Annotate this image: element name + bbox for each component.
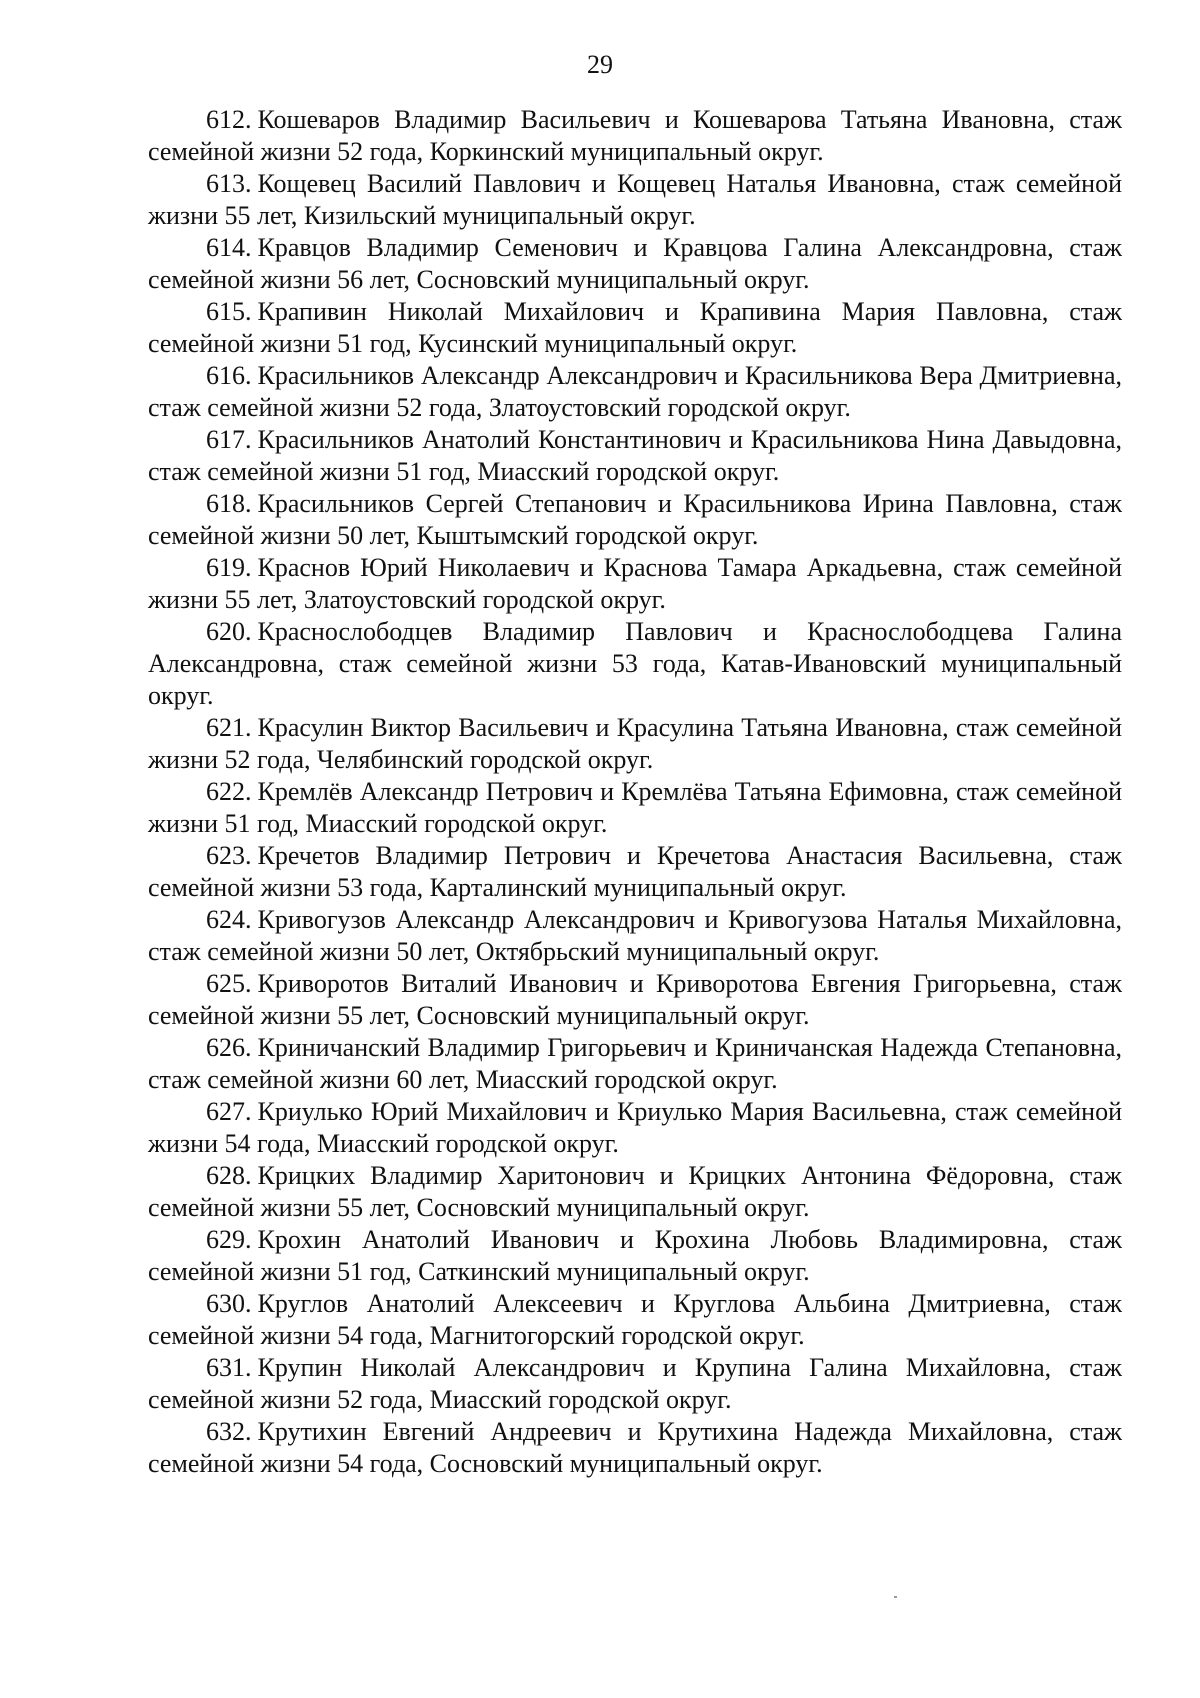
entry-number: 614. — [206, 233, 252, 262]
list-item — [148, 840, 1122, 904]
entry-text: Красулин Виктор Васильевич и Красулина Татьяна Ивановна, стаж семейной жизни 52 года, Челябинский городской округ. — [148, 713, 1122, 774]
list-item — [148, 488, 1122, 552]
entry-text: Крутихин Евгений Андреевич и Крутихина Надежда Михайловна, стаж семейной жизни 54 года, Сосновский муниципальный округ. — [148, 1417, 1122, 1478]
entry-number: 623. — [206, 841, 252, 870]
list-item — [148, 360, 1122, 424]
entry-number: 628. — [206, 1161, 252, 1190]
entry-text: Краснослободцев Владимир Павлович и Краснослободцева Галина Александровна, стаж семейной жизни 53 года, Катав-Ивановский муниципальный округ. — [148, 617, 1122, 710]
entry-number: 619. — [206, 553, 252, 582]
list-item — [148, 1160, 1122, 1224]
entry-number: 629. — [206, 1225, 252, 1254]
entry-text: Краснов Юрий Николаевич и Краснова Тамара Аркадьевна, стаж семейной жизни 55 лет, Златоустовский городской округ. — [148, 553, 1122, 614]
list-item — [148, 104, 1122, 168]
entry-number: 621. — [206, 713, 252, 742]
entry-number: 616. — [206, 361, 252, 390]
entry-number: 612. — [206, 105, 252, 134]
list-item — [148, 776, 1122, 840]
entry-text: Красильников Сергей Степанович и Красильникова Ирина Павловна, стаж семейной жизни 50 лет, Кыштымский городской округ. — [148, 489, 1122, 550]
list-item — [148, 168, 1122, 232]
entry-number: 615. — [206, 297, 252, 326]
list-item — [148, 232, 1122, 296]
entry-number: 624. — [206, 905, 252, 934]
entry-number: 627. — [206, 1097, 252, 1126]
entry-number: 620. — [206, 617, 252, 646]
list-item — [148, 1352, 1122, 1416]
list-item — [148, 1416, 1122, 1480]
entry-number: 617. — [206, 425, 252, 454]
entry-text: Криничанский Владимир Григорьевич и Криничанская Надежда Степановна, стаж семейной жизни 60 лет, Миасский городской округ. — [148, 1033, 1122, 1094]
page-number: 29 — [587, 50, 613, 79]
entry-text: Кречетов Владимир Петрович и Кречетова Анастасия Васильевна, стаж семейной жизни 53 года, Карталинский муниципальный округ. — [148, 841, 1122, 902]
entry-number: 618. — [206, 489, 252, 518]
entry-number: 626. — [206, 1033, 252, 1062]
list-item — [148, 1096, 1122, 1160]
entry-text: Криворотов Виталий Иванович и Криворотова Евгения Григорьевна, стаж семейной жизни 55 лет, Сосновский муниципальный округ. — [148, 969, 1122, 1030]
entry-text: Красильников Александр Александрович и Красильникова Вера Дмитриевна, стаж семейной жизни 52 года, Златоустовский городской округ. — [148, 361, 1122, 422]
entry-text: Кошеваров Владимир Васильевич и Кошеварова Татьяна Ивановна, стаж семейной жизни 52 года, Коркинский муниципальный округ. — [148, 105, 1122, 166]
entry-text: Крохин Анатолий Иванович и Крохина Любовь Владимировна, стаж семейной жизни 51 год, Саткинский муниципальный округ. — [148, 1225, 1122, 1286]
list-item — [148, 616, 1122, 712]
list-item — [148, 904, 1122, 968]
entry-text: Криулько Юрий Михайлович и Криулько Мария Васильевна, стаж семейной жизни 54 года, Миасский городской округ. — [148, 1097, 1122, 1158]
entry-number: 632. — [206, 1417, 252, 1446]
entry-number: 630. — [206, 1289, 252, 1318]
entry-number: 631. — [206, 1353, 252, 1382]
entry-text: Красильников Анатолий Константинович и Красильникова Нина Давыдовна, стаж семейной жизни 51 год, Миасский городской округ. — [148, 425, 1122, 486]
entry-text: Кремлёв Александр Петрович и Кремлёва Татьяна Ефимовна, стаж семейной жизни 51 год, Миасский городской округ. — [148, 777, 1122, 838]
entry-number: 613. — [206, 169, 252, 198]
entry-number: 622. — [206, 777, 252, 806]
entry-text: Крупин Николай Александрович и Крупина Галина Михайловна, стаж семейной жизни 52 года, Миасский городской округ. — [148, 1353, 1122, 1414]
entry-text: Кривогузов Александр Александрович и Кривогузова Наталья Михайловна, стаж семейной жизни 50 лет, Октябрьский муниципальный округ. — [148, 905, 1122, 966]
entry-text: Крапивин Николай Михайлович и Крапивина Мария Павловна, стаж семейной жизни 51 год, Кусинский муниципальный округ. — [148, 297, 1122, 358]
list-item — [148, 712, 1122, 776]
entry-text: Крицких Владимир Харитонович и Крицких Антонина Фёдоровна, стаж семейной жизни 55 лет, Сосновский муниципальный округ. — [148, 1161, 1122, 1222]
scan-speck — [894, 1596, 897, 1598]
entry-text: Круглов Анатолий Алексеевич и Круглова Альбина Дмитриевна, стаж семейной жизни 54 года, Магнитогорский городской округ. — [148, 1289, 1122, 1350]
list-item — [148, 968, 1122, 1032]
entry-text: Кощевец Василий Павлович и Кощевец Наталья Ивановна, стаж семейной жизни 55 лет, Кизильский муниципальный округ. — [148, 169, 1122, 230]
list-item — [148, 1288, 1122, 1352]
list-item — [148, 1032, 1122, 1096]
entry-text: Кравцов Владимир Семенович и Кравцова Галина Александровна, стаж семейной жизни 56 лет, Сосновский муниципальный округ. — [148, 233, 1122, 294]
list-item — [148, 296, 1122, 360]
list-item — [148, 424, 1122, 488]
list-item — [148, 552, 1122, 616]
entry-number: 625. — [206, 969, 252, 998]
list-item — [148, 1224, 1122, 1288]
entry-list — [148, 104, 1122, 1480]
